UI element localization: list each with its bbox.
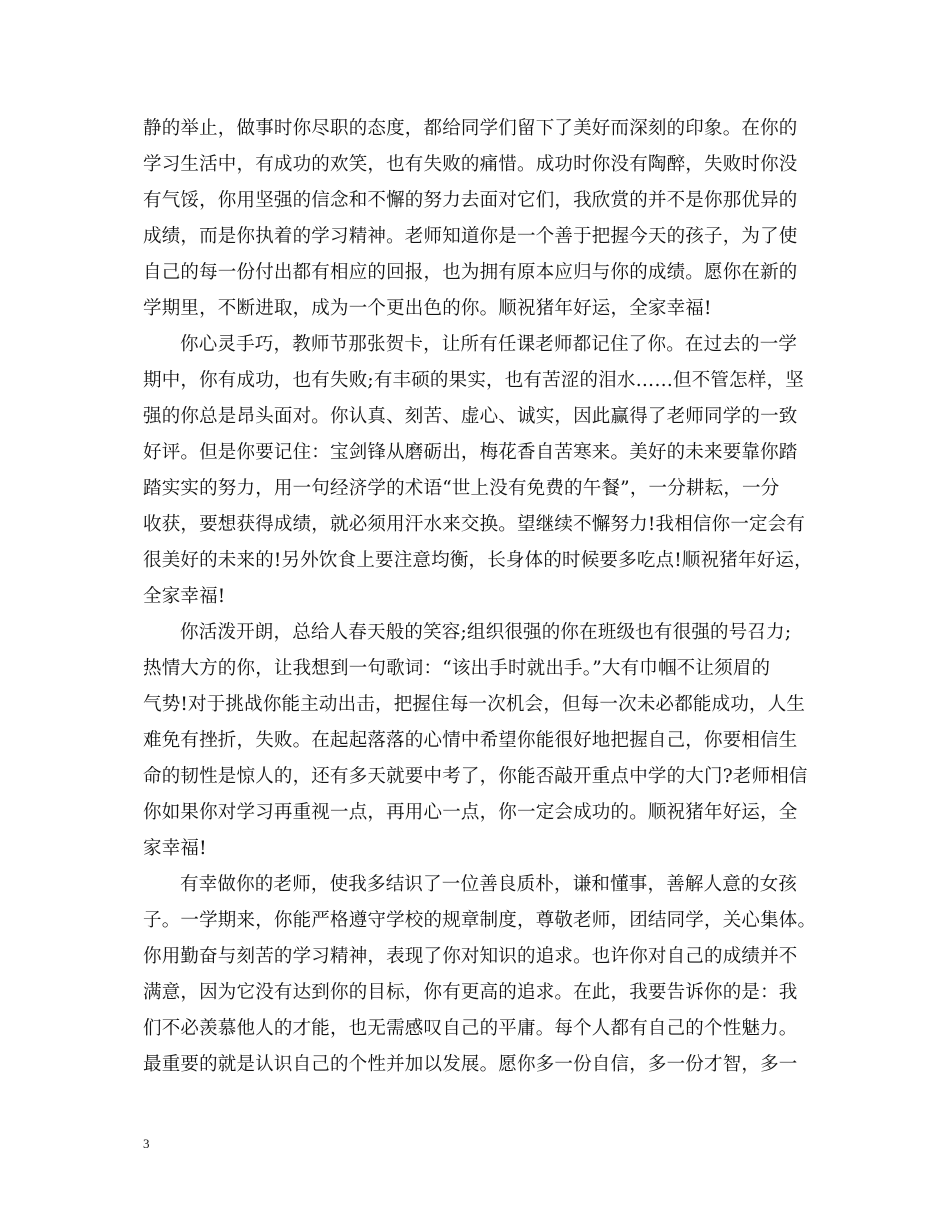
text-line: 满意，因为它没有达到你的目标，你有更高的追求。在此，我要告诉你的是：我 [143,982,798,1003]
text-line: 最重要的就是认识自己的个性并加以发展。愿你多一份自信，多一份才智，多一 [143,1054,798,1075]
text-line: 你如果你对学习再重视一点，再用心一点，你一定会成功的。顺祝猪年好运，全 [143,802,798,823]
text-line: 好评。但是你要记住：宝剑锋从磨砺出，梅花香自苦寒来。美好的未来要靠你踏 [143,442,798,463]
text-line: 家幸福! [143,838,207,859]
text-line: 们不必羡慕他人的才能，也无需感叹自己的平庸。每个人都有自己的个性魅力。 [143,1018,798,1039]
text-line: 难免有挫折，失败。在起起落落的心情中希望你能很好地把握自己，你要相信生 [143,730,798,751]
text-line: 热情大方的你，让我想到一句歌词：“该出手时就出手。”大有巾帼不让须眉的 [143,658,771,679]
text-line: 子。一学期来，你能严格遵守学校的规章制度，尊敬老师，团结同学，关心集体。 [143,910,817,931]
text-line: 静的举止，做事时你尽职的态度，都给同学们留下了美好而深刻的印象。在你的 [143,118,798,139]
text-line: 很美好的未来的!另外饮食上要注意均衡，长身体的时候要多吃点!顺祝猪年好运， [143,550,813,571]
text-line: 你用勤奋与刻苦的学习精神，表现了你对知识的追求。也许你对自己的成绩并不 [143,946,798,967]
document-body [143,111,823,1083]
text-line: 期中，你有成功，也有失败;有丰硕的果实，也有苦涩的泪水……但不管怎样，坚 [143,370,804,391]
text-line: 收获，要想获得成绩，就必须用汗水来交换。望继续不懈努力!我相信你一定会有 [143,514,806,535]
text-line: 学习生活中，有成功的欢笑，也有失败的痛惜。成功时你没有陶醉，失败时你没 [143,154,798,175]
text-line: 踏实实的努力，用一句经济学的术语“世上没有免费的午餐”，一分耕耘，一分 [143,478,780,499]
page-number: 3 [143,1136,150,1151]
text-line: 命的韧性是惊人的，还有多天就要中考了，你能否敲开重点中学的大门?老师相信 [143,766,808,787]
text-line: 学期里，不断进取，成为一个更出色的你。顺祝猪年好运，全家幸福! [143,298,712,319]
text-line: 你心灵手巧，教师节那张贺卡，让所有任课老师都记住了你。在过去的一学 [180,334,798,355]
text-line: 强的你总是昂头面对。你认真、刻苦、虚心、诚实，因此赢得了老师同学的一致 [143,406,798,427]
text-line: 你活泼开朗，总给人春天般的笑容;组织很强的你在班级也有很强的号召力; [180,622,792,643]
text-line: 自己的每一份付出都有相应的回报，也为拥有原本应归与你的成绩。愿你在新的 [143,262,798,283]
text-line: 全家幸福! [143,586,226,607]
text-line: 有幸做你的老师，使我多结识了一位善良质朴，谦和懂事，善解人意的女孩 [180,874,798,895]
text-line: 气势!对于挑战你能主动出击，把握住每一次机会，但每一次未必都能成功，人生 [143,694,806,715]
text-line: 成绩，而是你执着的学习精神。老师知道你是一个善于把握今天的孩子，为了使 [143,226,798,247]
text-line: 有气馁，你用坚强的信念和不懈的努力去面对它们，我欣赏的并不是你那优异的 [143,190,798,211]
